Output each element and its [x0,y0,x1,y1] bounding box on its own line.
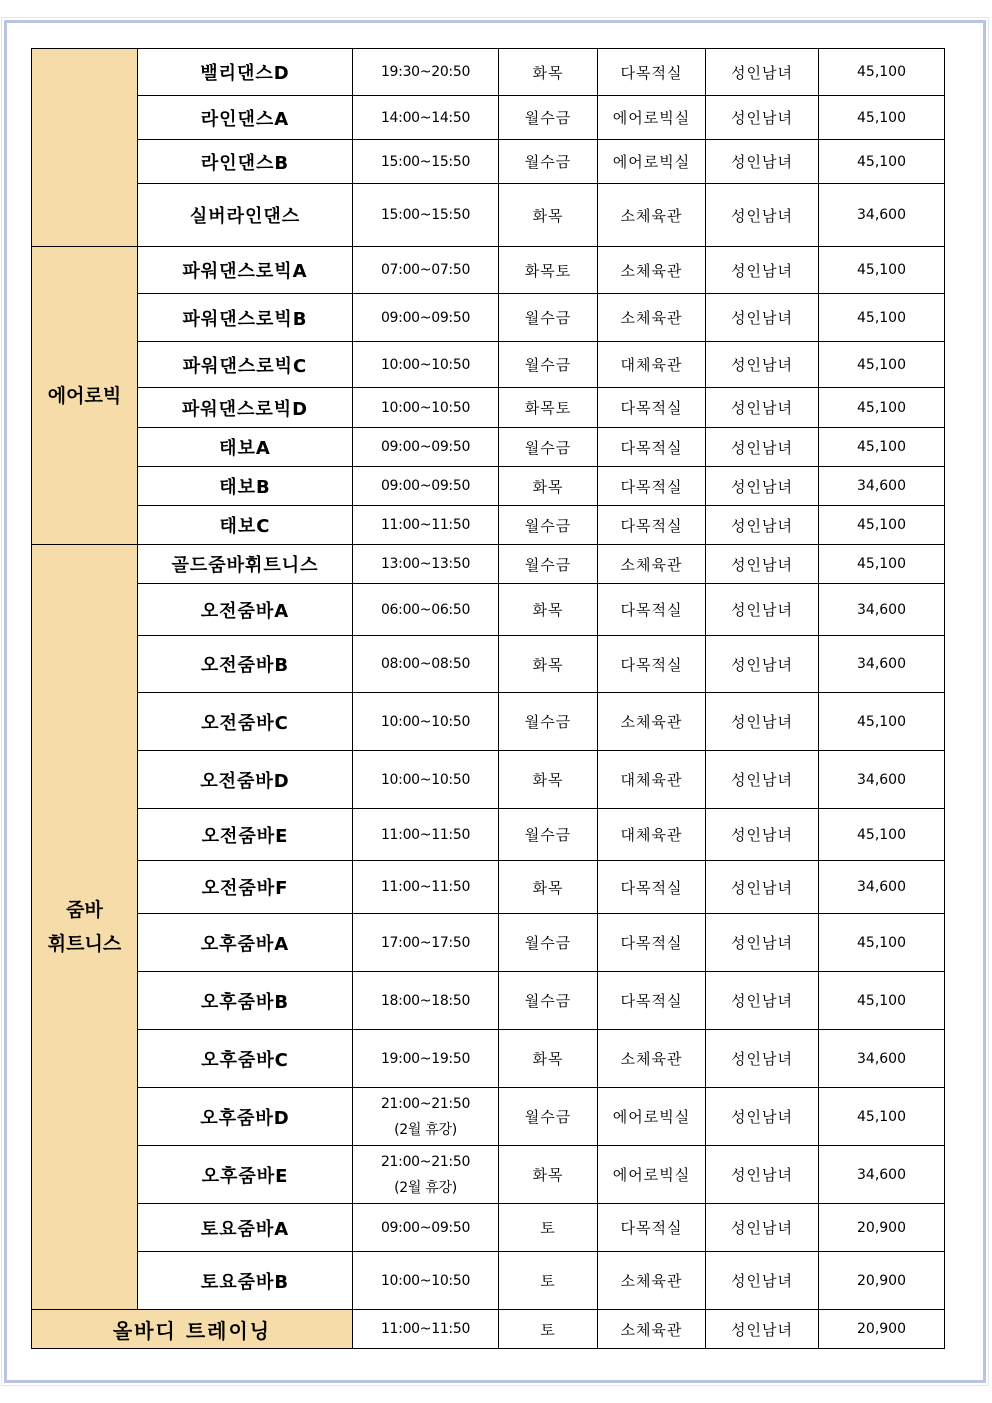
class-time: 08:00~08:50 [353,636,499,693]
class-days: 토 [499,1252,598,1310]
class-time: 11:00~11:50 [353,506,499,545]
program-name: 오후줌바B [138,972,353,1030]
table-row [32,140,945,184]
program-name: 토요줌바B [138,1252,353,1310]
class-fee: 45,100 [819,1088,945,1146]
class-place: 소체육관 [598,184,706,247]
program-name: 파워댄스로빅D [138,388,353,428]
class-place: 다목적실 [598,506,706,545]
class-target: 성인남녀 [706,972,819,1030]
table-row [32,247,945,294]
class-target: 성인남녀 [706,809,819,861]
class-fee: 34,600 [819,467,945,506]
class-target: 성인남녀 [706,388,819,428]
class-place: 에어로빅실 [598,1088,706,1146]
class-place: 다목적실 [598,388,706,428]
program-name: 오전줌바E [138,809,353,861]
class-place: 다목적실 [598,636,706,693]
class-target: 성인남녀 [706,751,819,809]
class-days: 월수금 [499,545,598,584]
table-row [32,428,945,467]
class-fee: 45,100 [819,294,945,342]
class-time: 15:00~15:50 [353,184,499,247]
class-fee: 34,600 [819,861,945,914]
class-place: 소체육관 [598,1310,706,1349]
class-target: 성인남녀 [706,545,819,584]
table-row [32,809,945,861]
table-row [32,506,945,545]
class-target: 성인남녀 [706,1204,819,1252]
class-place: 대체육관 [598,342,706,388]
class-target: 성인남녀 [706,1088,819,1146]
class-target: 성인남녀 [706,342,819,388]
class-time: 19:30~20:50 [353,49,499,96]
class-days: 토 [499,1310,598,1349]
class-days: 월수금 [499,428,598,467]
class-target: 성인남녀 [706,184,819,247]
class-target: 성인남녀 [706,428,819,467]
class-time: 07:00~07:50 [353,247,499,294]
class-time: 10:00~10:50 [353,388,499,428]
class-target: 성인남녀 [706,294,819,342]
class-place: 다목적실 [598,914,706,972]
program-schedule-table [31,48,945,1349]
class-days: 월수금 [499,914,598,972]
class-days: 화목 [499,1146,598,1204]
program-name: 태보C [138,506,353,545]
class-place: 대체육관 [598,751,706,809]
class-target: 성인남녀 [706,1252,819,1310]
class-place: 소체육관 [598,545,706,584]
class-days: 화목 [499,49,598,96]
class-place: 다목적실 [598,467,706,506]
class-days: 월수금 [499,693,598,751]
class-target: 성인남녀 [706,506,819,545]
class-fee: 45,100 [819,247,945,294]
class-time-note: (2월 휴강) [394,1121,457,1138]
program-name: 골드줌바휘트니스 [138,545,353,584]
class-days: 화목토 [499,247,598,294]
class-target: 성인남녀 [706,861,819,914]
program-name-allbody: 올바디 트레이닝 [32,1310,353,1349]
table-row [32,972,945,1030]
class-fee: 45,100 [819,342,945,388]
program-name: 실버라인댄스 [138,184,353,247]
class-target: 성인남녀 [706,584,819,636]
class-days: 화목 [499,584,598,636]
program-name: 오전줌바B [138,636,353,693]
class-fee: 45,100 [819,49,945,96]
class-days: 월수금 [499,342,598,388]
class-fee: 45,100 [819,545,945,584]
table-row [32,693,945,751]
class-target: 성인남녀 [706,636,819,693]
class-target: 성인남녀 [706,247,819,294]
class-time: 11:00~11:50 [353,809,499,861]
class-days: 화목토 [499,388,598,428]
table-row [32,1204,945,1252]
category-aerobic: 에어로빅 [32,247,138,545]
class-fee: 20,900 [819,1310,945,1349]
table-row [32,584,945,636]
class-place: 소체육관 [598,294,706,342]
program-name: 오후줌바A [138,914,353,972]
program-name: 오전줌바F [138,861,353,914]
program-name: 밸리댄스D [138,49,353,96]
class-time: 17:00~17:50 [353,914,499,972]
class-fee: 34,600 [819,184,945,247]
class-place: 다목적실 [598,972,706,1030]
table-row [32,467,945,506]
class-time: 15:00~15:50 [353,140,499,184]
table-row [32,751,945,809]
program-name: 오전줌바C [138,693,353,751]
class-time: 10:00~10:50 [353,342,499,388]
class-place: 다목적실 [598,49,706,96]
program-name: 오후줌바C [138,1030,353,1088]
class-fee: 45,100 [819,428,945,467]
class-place: 소체육관 [598,247,706,294]
class-fee: 45,100 [819,140,945,184]
class-time: 09:00~09:50 [353,428,499,467]
program-name: 토요줌바A [138,1204,353,1252]
class-time: 10:00~10:50 [353,751,499,809]
class-days: 월수금 [499,809,598,861]
class-days: 화목 [499,751,598,809]
program-name: 태보B [138,467,353,506]
class-place: 에어로빅실 [598,96,706,140]
program-name: 라인댄스B [138,140,353,184]
program-name: 태보A [138,428,353,467]
class-days: 월수금 [499,506,598,545]
class-time: 09:00~09:50 [353,1204,499,1252]
class-place: 다목적실 [598,1204,706,1252]
table-row [32,342,945,388]
class-time-range: 21:00~21:50 [380,1095,471,1112]
class-place: 소체육관 [598,1030,706,1088]
class-days: 화목 [499,1030,598,1088]
class-fee: 20,900 [819,1204,945,1252]
class-fee: 34,600 [819,751,945,809]
category-zumba-label: 줌바 휘트니스 [47,899,122,955]
class-days: 화목 [499,636,598,693]
class-fee: 45,100 [819,506,945,545]
class-time: 10:00~10:50 [353,1252,499,1310]
class-target: 성인남녀 [706,1146,819,1204]
class-time-note: (2월 휴강) [394,1179,457,1196]
class-fee: 34,600 [819,636,945,693]
class-fee: 45,100 [819,809,945,861]
class-place: 다목적실 [598,584,706,636]
table-row [32,294,945,342]
class-target: 성인남녀 [706,96,819,140]
category-zumba [32,545,138,1310]
class-time: 09:00~09:50 [353,294,499,342]
class-place: 에어로빅실 [598,140,706,184]
program-name: 파워댄스로빅B [138,294,353,342]
table-row [32,1088,945,1146]
table-row [32,861,945,914]
table-row [32,1030,945,1088]
class-days: 월수금 [499,972,598,1030]
class-target: 성인남녀 [706,140,819,184]
class-time: 06:00~06:50 [353,584,499,636]
program-name: 오후줌바D [138,1088,353,1146]
table-row [32,914,945,972]
class-fee: 45,100 [819,914,945,972]
class-place: 다목적실 [598,428,706,467]
class-target: 성인남녀 [706,1310,819,1349]
class-place: 소체육관 [598,693,706,751]
class-place: 다목적실 [598,861,706,914]
class-time: 13:00~13:50 [353,545,499,584]
table-row [32,49,945,96]
class-target: 성인남녀 [706,467,819,506]
program-name: 오전줌바D [138,751,353,809]
class-days: 화목 [499,861,598,914]
class-days: 월수금 [499,140,598,184]
class-fee: 34,600 [819,1146,945,1204]
class-time [353,1088,499,1146]
category-cell-blank [32,49,138,247]
class-place: 대체육관 [598,809,706,861]
table-row [32,388,945,428]
class-time: 19:00~19:50 [353,1030,499,1088]
class-time: 11:00~11:50 [353,861,499,914]
class-time: 14:00~14:50 [353,96,499,140]
table-row [32,184,945,247]
table-row [32,636,945,693]
class-fee: 45,100 [819,693,945,751]
program-name: 오후줌바E [138,1146,353,1204]
class-days: 토 [499,1204,598,1252]
class-fee: 45,100 [819,388,945,428]
class-days: 화목 [499,467,598,506]
table-row [32,1146,945,1204]
class-target: 성인남녀 [706,1030,819,1088]
class-target: 성인남녀 [706,914,819,972]
class-place: 에어로빅실 [598,1146,706,1204]
class-target: 성인남녀 [706,49,819,96]
class-fee: 45,100 [819,96,945,140]
class-fee: 20,900 [819,1252,945,1310]
program-name: 파워댄스로빅C [138,342,353,388]
program-name: 오전줌바A [138,584,353,636]
class-days: 화목 [499,184,598,247]
class-fee: 45,100 [819,972,945,1030]
class-fee: 34,600 [819,584,945,636]
table-row [32,1252,945,1310]
program-name: 파워댄스로빅A [138,247,353,294]
table-row [32,545,945,584]
class-time: 10:00~10:50 [353,693,499,751]
table-row [32,96,945,140]
class-fee: 34,600 [819,1030,945,1088]
class-target: 성인남녀 [706,693,819,751]
class-time: 11:00~11:50 [353,1310,499,1349]
table-row [32,1310,945,1349]
class-time: 18:00~18:50 [353,972,499,1030]
class-days: 월수금 [499,96,598,140]
class-place: 소체육관 [598,1252,706,1310]
class-days: 월수금 [499,294,598,342]
class-days: 월수금 [499,1088,598,1146]
program-name: 라인댄스A [138,96,353,140]
class-time-range: 21:00~21:50 [380,1153,471,1170]
class-time: 09:00~09:50 [353,467,499,506]
class-time [353,1146,499,1204]
